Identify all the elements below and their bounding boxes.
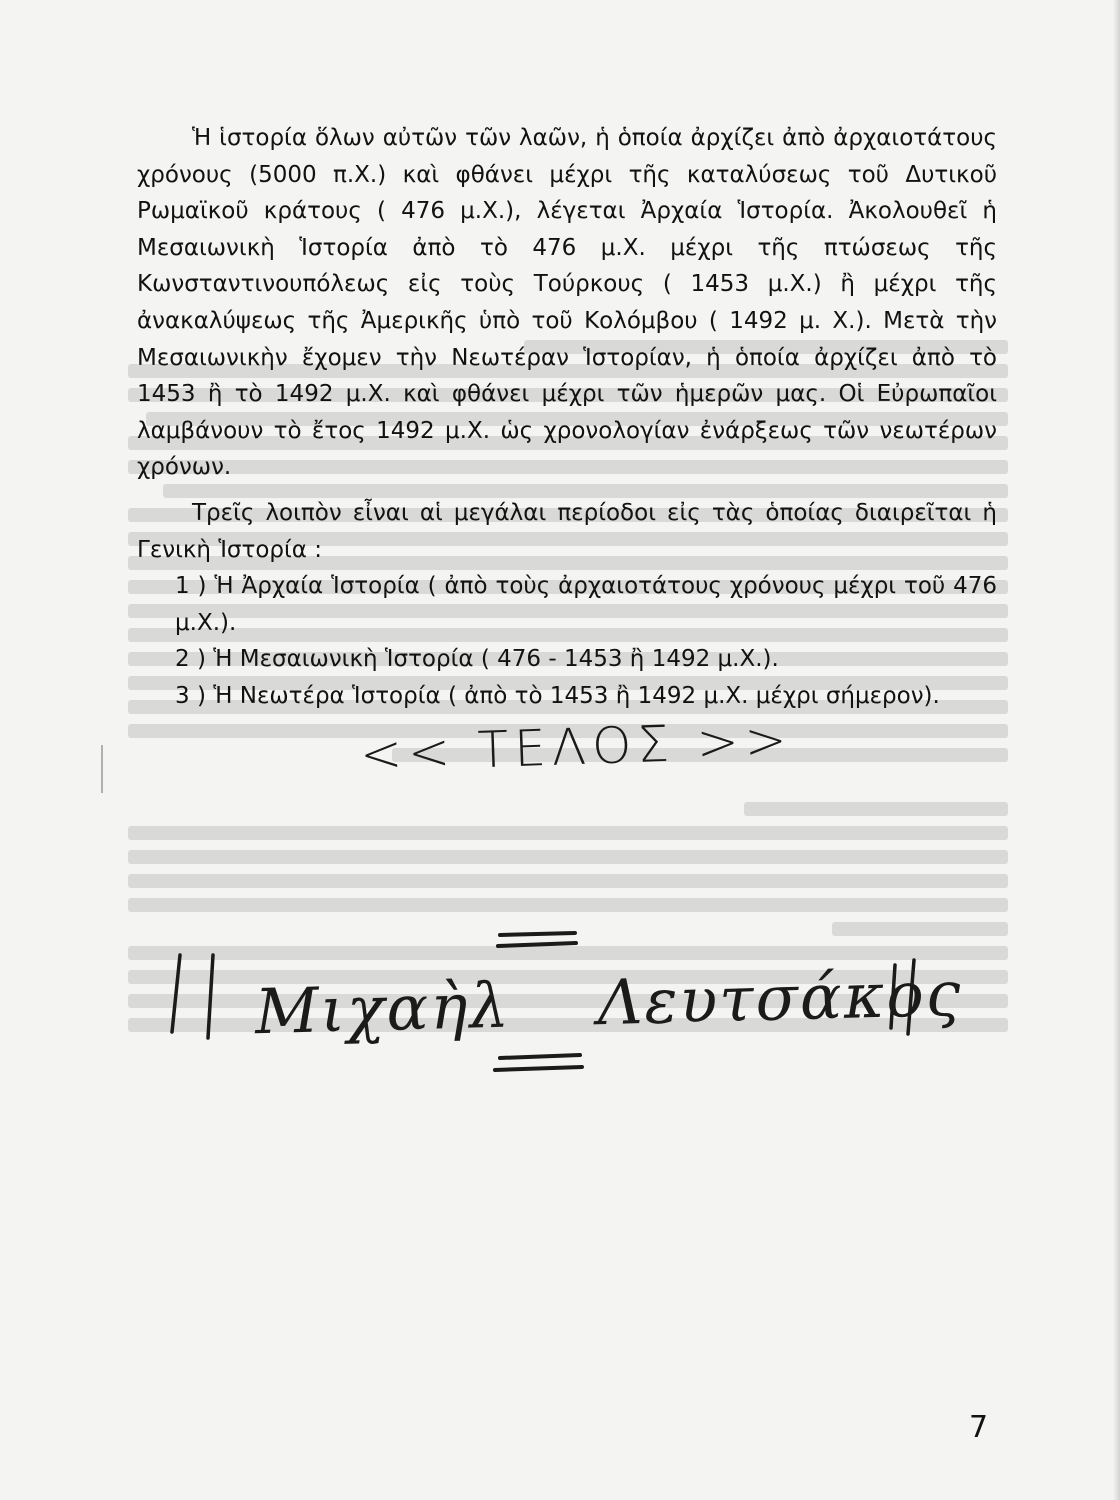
period-name: Ἡ Μεσαιωνικὴ Ἱστορία <box>213 646 474 673</box>
scan-edge-shadow <box>1113 0 1119 1500</box>
margin-mark <box>101 745 103 793</box>
body-text <box>137 120 997 715</box>
period-range: ( 476 - 1453 ἢ 1492 μ.Χ.). <box>480 646 779 673</box>
period-item-medieval <box>137 641 997 678</box>
period-marker: 1 ) <box>175 573 207 600</box>
period-range: ( ἀπὸ τὸ 1453 ἢ 1492 μ.Χ. μέχρι σήμερον). <box>447 682 940 709</box>
period-marker: 2 ) <box>175 646 206 673</box>
period-range: ( ἀπὸ τοὺς ἀρχαιοτάτους χρόνους μέχρι τοῦ 476 μ.Χ.). <box>175 573 997 636</box>
paragraph-three-periods: Τρεῖς λοιπὸν εἶναι αἱ μεγάλαι περίοδοι εἰς τὰς ὁποίας διαιρεῖται ἡ Γενικὴ Ἱστορία : <box>137 499 997 563</box>
signature-name-visible: Μιχαὴλ Λευτσάκος <box>254 956 964 1049</box>
period-marker: 3 ) <box>175 682 206 709</box>
page-number: 7 <box>969 1410 989 1445</box>
handwritten-end-mark: << ΤΕΛΟΣ >> <box>359 710 794 784</box>
period-name: Ἡ Νεωτέρα Ἱστορία <box>213 682 441 709</box>
paragraph-history-periods-intro: Ἡ ἱστορία ὅλων αὐτῶν τῶν λαῶν, ἡ ὁποία ἀρχίζει ἀπὸ ἀρχαιοτάτους χρόνους (5000 π.Χ.) καὶ φθάνει μέχρι τῆς καταλύσεως τοῦ Δυτικοῦ Ρωμαϊκοῦ κράτους ( 476 μ.Χ.), λέγεται Ἀρχαία Ἱστορία. Ἀκολουθεῖ ἡ Μεσαιωνικὴ Ἱστορία ἀπὸ τὸ 476 μ.Χ. μέχρι τῆς πτώσεως τῆς Κωνσταντινουπόλεως εἰς τοὺς Τούρκους ( 1453 μ.Χ.) ἢ μέχρι τῆς ἀνακαλύψεως τῆς Ἀμερικῆς ὑπὸ τοῦ Κολόμβου ( 1492 μ. Χ.). Μετὰ τὴν Μεσαιωνικὴν ἔχομεν τὴν Νεωτέραν Ἱστορίαν, ἡ ὁποία ἀρχίζει ἀπὸ τὸ 1453 ἢ τὸ 1492 μ.Χ. καὶ φθάνει μέχρι τῶν ἡμερῶν μας. Οἱ Εὐρωπαῖοι λαμβάνουν τὸ ἔτος 1492 μ.Χ. ὡς χρονολογίαν ἐνάρξεως τῶν νεωτέρων χρόνων. <box>137 125 997 481</box>
handwritten-signature-block <box>150 900 964 1100</box>
period-name: Ἡ Ἀρχαία Ἱστορία <box>214 573 420 600</box>
period-item-modern <box>137 678 997 715</box>
period-item-ancient <box>137 568 997 641</box>
